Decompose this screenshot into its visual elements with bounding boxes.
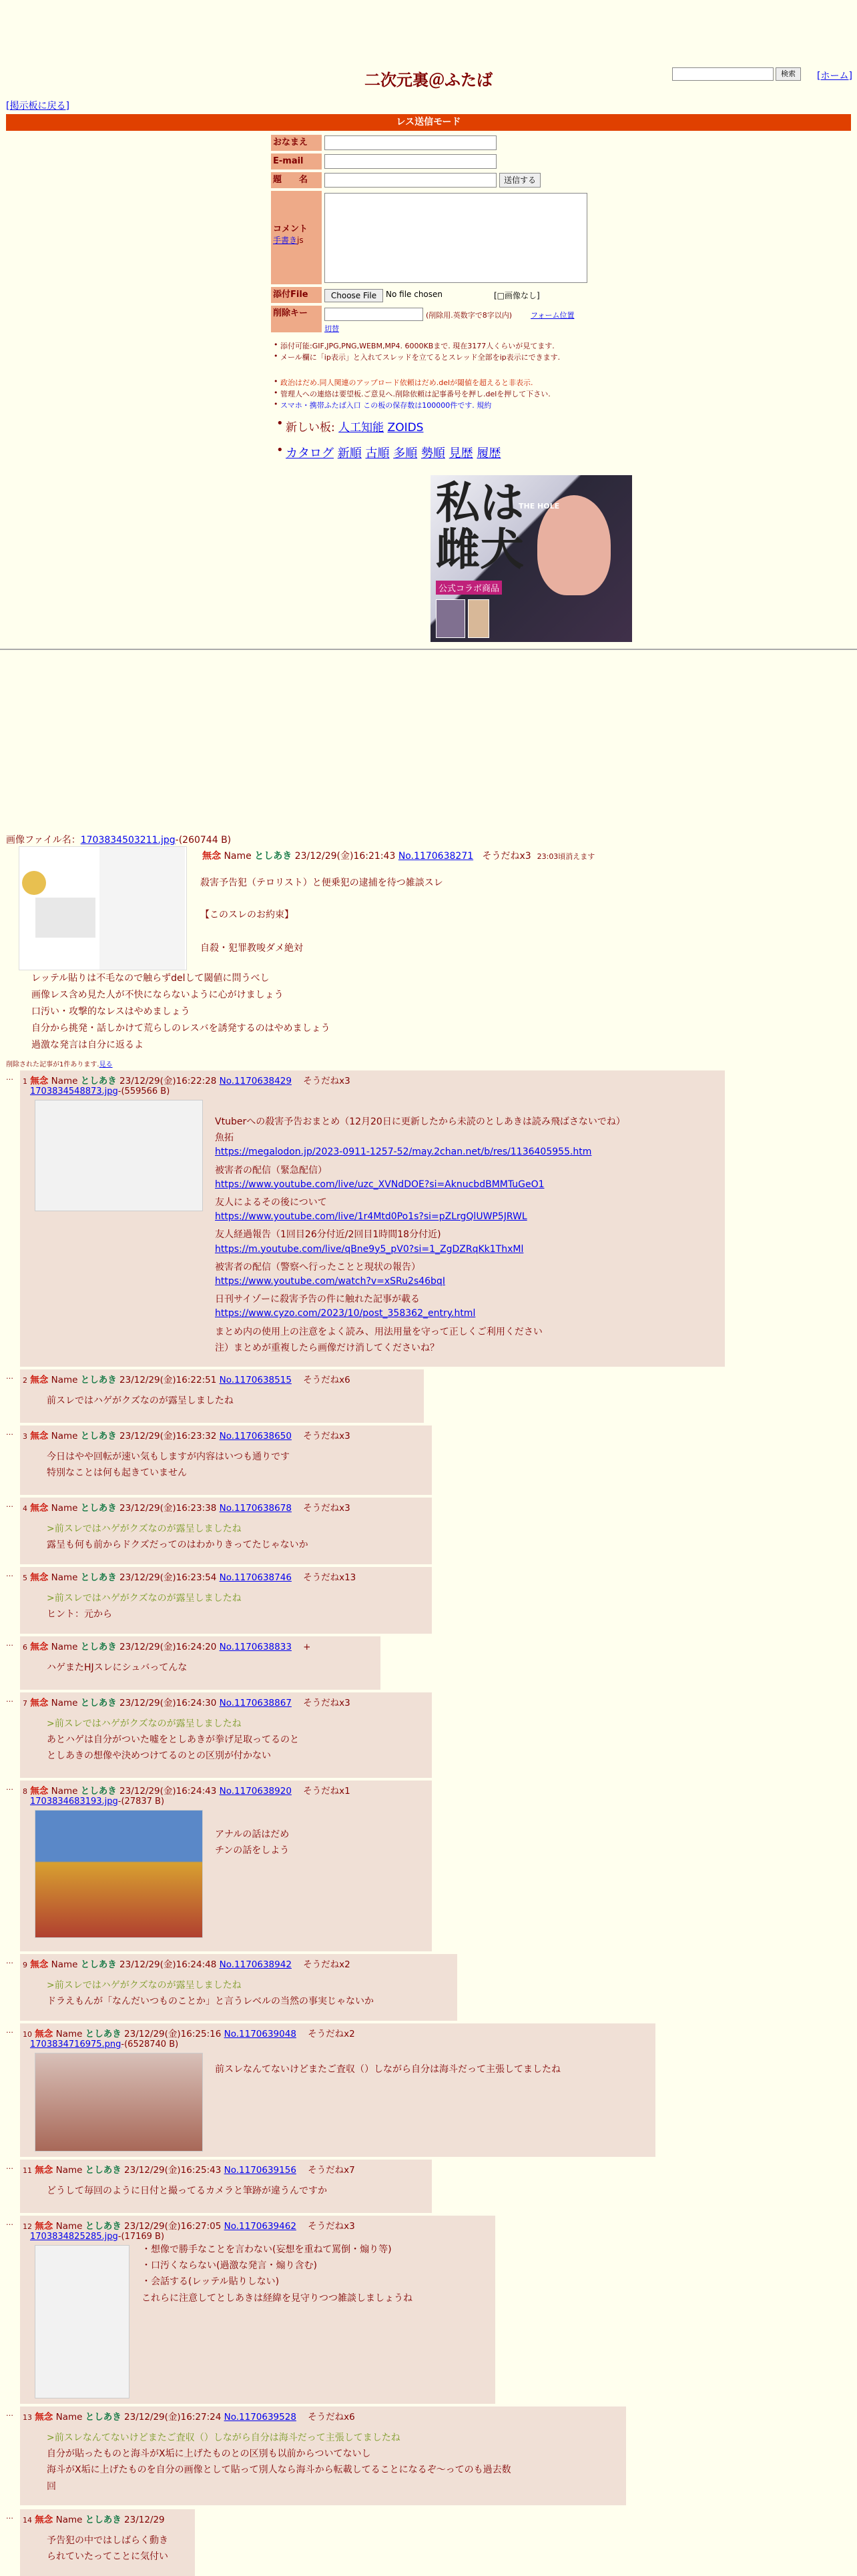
- reply-dots: …: [6, 1428, 13, 1437]
- form-label-delkey: 削除キー: [271, 306, 322, 332]
- op-file-info: [6, 833, 231, 846]
- reply-line: >前スレではハゲがクズなのが露呈しましたね: [47, 1593, 242, 1604]
- reply-soudane[interactable]: そうだねx7: [308, 2165, 355, 2176]
- reply-dots: …: [6, 1372, 13, 1381]
- reply-date: 23/12/29(金)16:24:48: [119, 1959, 217, 1970]
- reply-soudane[interactable]: +: [303, 1642, 311, 1652]
- reply-line: 予告犯の中ではしばらく動き: [47, 2535, 168, 2546]
- reply-line: 被害者の配信（警察へ行ったことと現状の報告）: [215, 1261, 420, 1273]
- note-line: 添付可能:GIF,JPG,PNG,WEBM,MP4. 6000KBまで. 現在3177人くらいが見てます.: [280, 342, 555, 350]
- op-rule: 過激な発言は自分に返るよ: [31, 1040, 144, 1050]
- op-subject: 無念: [202, 851, 221, 862]
- reply-name: としあき: [85, 2029, 121, 2039]
- reply-index: 14: [23, 2516, 32, 2525]
- form-label-subject: 題 名: [271, 172, 322, 188]
- reply-soudane[interactable]: そうだねx2: [308, 2029, 355, 2039]
- op-thumbnail[interactable]: [19, 846, 187, 970]
- reply-post: [20, 1498, 432, 1564]
- reply-subject: 無念: [30, 1786, 49, 1797]
- reply-post: [20, 1636, 380, 1690]
- reply-subject: 無念: [30, 1431, 49, 1441]
- reply-name: としあき: [80, 1698, 117, 1708]
- reply-name-label: Name: [51, 1572, 78, 1583]
- reply-index: 1: [23, 1077, 27, 1086]
- new-board-label: 新しい板:: [286, 421, 335, 434]
- reply-line: ・会話する(レッテル貼りしない): [141, 2276, 280, 2288]
- reply-line: 前スレなんてないけどまたご査収（）しながら自分は海斗だって主張してましたね: [215, 2064, 561, 2075]
- op-line: 殺害予告犯（テロリスト）と便乗犯の逮捕を待つ雑談スレ: [200, 878, 443, 888]
- reply-dots: …: [6, 2409, 13, 2418]
- reply-link[interactable]: https://www.youtube.com/watch?v=xSRu2s46bqI: [215, 1276, 445, 1287]
- reply-line: >前スレではハゲがクズなのが露呈しましたね: [47, 1524, 242, 1534]
- reply-dots: …: [6, 2218, 13, 2227]
- reply-post: [20, 1781, 432, 1951]
- reply-file-link[interactable]: 1703834825285.jpg: [30, 2232, 118, 2242]
- reply-post: [20, 1692, 432, 1778]
- op-name: としあき: [254, 851, 292, 862]
- reply-file-size: -(559566 B): [117, 1086, 170, 1096]
- op-thumb-emoji: [22, 871, 46, 895]
- reply-post: [20, 1070, 725, 1367]
- bullet: •: [276, 443, 284, 457]
- reply-subject: 無念: [35, 2029, 53, 2039]
- ad-banner[interactable]: [431, 475, 632, 642]
- reply-header: [23, 1957, 350, 1970]
- note-line: メール欄に「ip表示」と入れてスレッドを立てるとスレッド全部をip表示にできます.: [280, 353, 561, 362]
- reply-header: [23, 1783, 350, 1797]
- reply-name: としあき: [85, 2515, 121, 2525]
- ad-headline-1: 私は: [436, 476, 524, 529]
- reply-date: 23/12/29(金)16:24:20: [119, 1642, 217, 1652]
- form-label-name: おなまえ: [271, 135, 322, 151]
- op-thumb-text: [35, 898, 95, 938]
- catalog-nav: [286, 444, 501, 461]
- deleted-note-text: 削除された記事が1件あります.: [6, 1061, 99, 1068]
- reply-soudane[interactable]: そうだねx6: [308, 2412, 355, 2423]
- reply-name-label: Name: [51, 1786, 78, 1797]
- reply-line: >前スレではハゲがクズなのが露呈しましたね: [47, 1718, 242, 1729]
- choose-file-button[interactable]: Choose File: [324, 289, 383, 302]
- reply-line: 回: [47, 2481, 56, 2492]
- reply-name: としあき: [80, 1572, 117, 1583]
- reply-name: としあき: [80, 1375, 117, 1385]
- reply-date: 23/12/29(金)16:22:51: [119, 1375, 217, 1385]
- reply-name-label: Name: [55, 2029, 83, 2039]
- nav-most[interactable]: 多順: [393, 446, 418, 460]
- bullet: •: [274, 340, 278, 349]
- op-header: [202, 849, 595, 862]
- ad-headline-2: 雌犬: [436, 523, 524, 575]
- back-to-board-link[interactable]: [掲示板に戻る]: [6, 101, 69, 111]
- reply-name: としあき: [85, 2165, 121, 2176]
- reply-file-link[interactable]: 1703834548873.jpg: [30, 1086, 118, 1096]
- deleted-note: [6, 1058, 113, 1068]
- reply-number[interactable]: No.1170638429: [219, 1076, 292, 1086]
- reply-index: 3: [23, 1432, 27, 1441]
- delkey-note: (削除用.英数字で8字以内): [426, 311, 513, 320]
- reply-name-label: Name: [55, 2412, 83, 2423]
- divider: [0, 649, 857, 650]
- reply-thumbnail[interactable]: [35, 1100, 203, 1211]
- reply-number[interactable]: No.1170638833: [219, 1642, 292, 1652]
- reply-soudane[interactable]: そうだねx2: [303, 1959, 350, 1970]
- reply-date: 23/12/29(金)16:22:28: [119, 1076, 217, 1086]
- reply-line: Vtuberへの殺害予告おまとめ（12月20日に更新したから未読のとしあきは読み飛ばさないでね）: [215, 1116, 625, 1127]
- reply-post: [20, 2160, 432, 2213]
- search-input[interactable]: [672, 67, 774, 81]
- reply-mode-bar: レス送信モード: [6, 114, 851, 131]
- bullet: •: [274, 388, 278, 397]
- form-label-comment: [271, 191, 322, 284]
- reply-soudane[interactable]: そうだねx6: [303, 1375, 350, 1385]
- op-expire: 23:03頃消えます: [537, 852, 595, 861]
- reply-header: [23, 1639, 310, 1652]
- note-line[interactable]: スマホ・携帯ふたば入口 この板の保存数は100000件です. 規約: [280, 401, 492, 410]
- nav-oldest[interactable]: 古順: [365, 446, 390, 460]
- switch-link[interactable]: 切替: [324, 324, 339, 333]
- handwrite-suffix: js: [297, 236, 304, 245]
- op-rule: レッテル貼りは不毛なので触らずdelして閾値に問うべし: [31, 973, 270, 984]
- reply-line: まとめ内の使用上の注意をよく読み、用法用量を守って正しくご利用ください: [215, 1326, 543, 1337]
- reply-number[interactable]: No.1170639048: [224, 2029, 296, 2039]
- reply-name-label: Name: [55, 2221, 83, 2232]
- op-line: 自殺・犯罪教唆ダメ絶対: [200, 943, 303, 954]
- reply-number[interactable]: No.1170639462: [224, 2221, 296, 2232]
- new-board-row: [286, 418, 423, 434]
- reply-name: としあき: [80, 1959, 117, 1970]
- reply-line: 被害者の配信（緊急配信）: [215, 1165, 327, 1176]
- reply-number[interactable]: No.1170639156: [224, 2165, 296, 2176]
- reply-name-label: Name: [51, 1959, 78, 1970]
- reply-name: としあき: [85, 2221, 121, 2232]
- reply-file-info: [30, 2039, 178, 2049]
- reply-name-label: Name: [51, 1375, 78, 1385]
- reply-soudane[interactable]: そうだねx3: [303, 1698, 350, 1708]
- reply-name: としあき: [80, 1503, 117, 1514]
- reply-post: [20, 1567, 432, 1634]
- reply-line: 露呈も何も前からドクズだってのはわかりきってたじゃないか: [47, 1540, 308, 1551]
- reply-header: [23, 2026, 355, 2039]
- op-file-label: 画像ファイル名：: [6, 835, 81, 846]
- reply-name-label: Name: [55, 2165, 83, 2176]
- reply-thumbnail[interactable]: [35, 1810, 203, 1938]
- reply-file-info: [30, 1797, 164, 1807]
- reply-name-label: Name: [51, 1642, 78, 1652]
- reply-header: [23, 1428, 350, 1441]
- reply-line: これらに注意してとしあきは経緯を見守りつつ雑談しましょうね: [141, 2292, 412, 2304]
- nav-viewed[interactable]: 見歴: [449, 446, 473, 460]
- reply-subject: 無念: [30, 1076, 49, 1086]
- reply-line: 魚拓: [215, 1133, 234, 1144]
- reply-name-label: Name: [51, 1076, 78, 1086]
- reply-post: [20, 1369, 424, 1423]
- note-line: 政治はだめ.同人関連のアップロード依頼はだめ.delが閾値を超えると非表示.: [280, 378, 533, 387]
- reply-name: としあき: [80, 1431, 117, 1441]
- reply-index: 4: [23, 1504, 27, 1513]
- reply-subject: 無念: [35, 2165, 53, 2176]
- reply-header: [23, 2218, 355, 2232]
- form-label-email: E-mail: [271, 153, 322, 170]
- reply-name-label: Name: [51, 1503, 78, 1514]
- reply-line: ・想像で勝手なことを言わない(妄想を重ねて罵倒・煽り等): [141, 2244, 392, 2255]
- reply-line: 友人によるその後について: [215, 1197, 327, 1208]
- reply-soudane[interactable]: そうだねx3: [303, 1503, 350, 1514]
- page-title: 二次元裏＠ふたば: [364, 71, 493, 89]
- reply-number[interactable]: No.1170638920: [219, 1786, 292, 1797]
- new-board-link-zoids[interactable]: ZOIDS: [387, 421, 424, 434]
- reply-name: としあき: [80, 1076, 117, 1086]
- op-file-link[interactable]: 1703834503211.jpg: [80, 835, 176, 846]
- reply-line: どうして毎回のように日付と撮ってるカメラと筆跡が違うんですか: [47, 2186, 327, 2196]
- reply-subject: 無念: [35, 2515, 53, 2525]
- reply-header: [23, 1073, 350, 1086]
- reply-link[interactable]: https://www.youtube.com/live/1r4Mtd0Po1s?si=pZLrgQlUWP5JRWL: [215, 1211, 527, 1223]
- reply-line: 自分が貼ったものと海斗がX垢に上げたものとの区別も以前からついてないし: [47, 2449, 371, 2460]
- reply-date: 23/12/29(金)16:25:16: [124, 2029, 222, 2039]
- reply-index: 11: [23, 2166, 32, 2175]
- reply-index: 12: [23, 2222, 32, 2231]
- bullet: •: [274, 400, 278, 408]
- email-field[interactable]: [324, 154, 497, 169]
- reply-link[interactable]: https://www.youtube.com/live/uzc_XVNdDOE?si=AknucbdBMMTuGeO1: [215, 1179, 545, 1190]
- reply-header: [23, 1695, 350, 1708]
- reply-line: ヒント：元から: [47, 1609, 112, 1620]
- reply-soudane[interactable]: そうだねx3: [308, 2221, 355, 2232]
- reply-header: [23, 2409, 355, 2423]
- reply-soudane[interactable]: そうだねx1: [303, 1786, 350, 1797]
- reply-index: 7: [23, 1699, 27, 1708]
- name-field[interactable]: [324, 135, 497, 150]
- reply-name: としあき: [85, 2412, 121, 2423]
- form-position-link[interactable]: フォーム位置: [531, 311, 575, 320]
- reply-post: [20, 2023, 655, 2157]
- reply-subject: 無念: [30, 1503, 49, 1514]
- reply-index: 5: [23, 1574, 27, 1582]
- reply-post: [20, 2509, 195, 2576]
- reply-dots: …: [6, 2162, 13, 2171]
- reply-line: ・口汚くならない(過激な発言・煽り含む): [141, 2260, 317, 2272]
- reply-dots: …: [6, 1500, 13, 1509]
- delete-key-field[interactable]: [324, 308, 423, 321]
- reply-link[interactable]: https://m.youtube.com/live/qBne9y5_pV0?si=1_ZgDZRqKk1ThxMl: [215, 1243, 524, 1255]
- reply-header: [23, 2162, 355, 2176]
- op-rule: 口汚い・攻撃的なレスはやめましょう: [31, 1006, 190, 1017]
- nav-catalog[interactable]: カタログ: [286, 446, 334, 460]
- reply-thumbnail[interactable]: [35, 2245, 129, 2398]
- reply-link[interactable]: https://megalodon.jp/2023-0911-1257-52/may.2chan.net/b/res/1136405955.htm: [215, 1147, 592, 1158]
- reply-name-label: Name: [55, 2515, 83, 2525]
- home-link[interactable]: [ホーム]: [817, 71, 852, 81]
- reply-index: 10: [23, 2030, 32, 2039]
- nav-history[interactable]: 履歴: [477, 446, 501, 460]
- op-file-size: -(260744 B): [175, 835, 232, 846]
- reply-file-size: -(6528740 B): [121, 2039, 179, 2049]
- reply-line: チンの話をしよう: [215, 1845, 290, 1857]
- reply-post: [20, 1954, 457, 2021]
- reply-link[interactable]: https://www.cyzo.com/2023/10/post_358362_entry.html: [215, 1308, 476, 1319]
- reply-dots: …: [6, 1639, 13, 1648]
- reply-soudane[interactable]: そうだねx13: [303, 1572, 356, 1583]
- comment-label: コメント: [273, 224, 308, 234]
- reply-date: 23/12/29(金)16:23:32: [119, 1431, 217, 1441]
- reply-dots: …: [6, 1957, 13, 1965]
- reply-dots: …: [6, 1695, 13, 1704]
- deleted-show-link[interactable]: 見る: [99, 1061, 113, 1068]
- op-rule: 自分から挑発・話しかけて荒らしのレスバを誘発するのはやめましょう: [31, 1023, 330, 1034]
- reply-number[interactable]: No.1170639528: [224, 2412, 296, 2423]
- reply-thumbnail[interactable]: [35, 2053, 203, 2152]
- reply-post: [20, 2406, 626, 2505]
- reply-subject: 無念: [30, 1572, 49, 1583]
- reply-header: [23, 1372, 350, 1385]
- reply-index: 9: [23, 1961, 27, 1969]
- reply-line: ハゲまたHJスレにシュバってんな: [47, 1662, 188, 1673]
- reply-number[interactable]: No.1170638867: [219, 1698, 292, 1708]
- note-line: 管理人への連絡は要望板.ご意見へ.削除依頼は記事番号を押し.delを押して下さい.: [280, 390, 551, 398]
- bullet: •: [276, 416, 284, 430]
- reply-number[interactable]: No.1170638942: [219, 1959, 292, 1970]
- reply-number[interactable]: No.1170638650: [219, 1431, 292, 1441]
- reply-line: られていたってことに気付い: [47, 2551, 168, 2563]
- bullet: •: [274, 377, 278, 386]
- nav-newest[interactable]: 新順: [337, 446, 362, 460]
- bullet: •: [274, 352, 278, 360]
- reply-line: 前スレではハゲがクズなのが露呈しましたね: [47, 1395, 234, 1406]
- handwrite-link[interactable]: 手書き: [273, 236, 298, 245]
- reply-dots: …: [6, 2026, 13, 2035]
- reply-number[interactable]: No.1170638678: [219, 1503, 292, 1514]
- reply-dots: …: [6, 1570, 13, 1578]
- reply-index: 6: [23, 1643, 27, 1652]
- reply-file-link[interactable]: 1703834716975.png: [30, 2039, 121, 2049]
- reply-subject: 無念: [30, 1698, 49, 1708]
- reply-subject: 無念: [30, 1375, 49, 1385]
- reply-line: 日刊サイゾーに殺害予告の件に触れた記事が載る: [215, 1294, 420, 1305]
- reply-dots: …: [6, 1783, 13, 1792]
- reply-date: 23/12/29(金)16:24:43: [119, 1786, 217, 1797]
- reply-line: >前スレではハゲがクズなのが露呈しましたね: [47, 1980, 242, 1991]
- reply-number[interactable]: No.1170638515: [219, 1375, 292, 1385]
- ad-product-image: [468, 599, 489, 638]
- ad-product-image: [436, 599, 465, 638]
- op-name-label: Name: [224, 851, 252, 862]
- new-board-link-ai[interactable]: 人工知能: [338, 421, 384, 434]
- comment-textarea[interactable]: [324, 193, 587, 283]
- reply-header: [23, 2512, 176, 2525]
- reply-dots: …: [6, 1073, 13, 1082]
- reply-line: 今日はやや回転が速い気もしますが内容はいつも通りです: [47, 1452, 290, 1462]
- form-label-file: 添付File: [271, 287, 322, 303]
- reply-subject: 無念: [35, 2412, 53, 2423]
- reply-file-link[interactable]: 1703834683193.jpg: [30, 1797, 118, 1807]
- reply-line: 友人経過報告（1回目26分付近/2回目1時間18分付近): [215, 1229, 441, 1241]
- reply-header: [23, 1570, 356, 1583]
- op-rule: 画像レス含め見た人が不快にならないように心がけましょう: [31, 990, 284, 1000]
- reply-post: [20, 2216, 495, 2404]
- reply-date: 23/12/29(金)16:25:43: [124, 2165, 222, 2176]
- reply-line: アナルの話はだめ: [215, 1829, 290, 1840]
- reply-line: 特別なことは何も起きていません: [47, 1468, 187, 1479]
- reply-name: としあき: [80, 1786, 117, 1797]
- reply-line: 注）まとめが重複したら画像だけ消してくださいね？: [215, 1342, 439, 1353]
- reply-subject: 無念: [35, 2221, 53, 2232]
- reply-index: 2: [23, 1376, 27, 1385]
- reply-date: 23/12/29(金)16:23:38: [119, 1503, 217, 1514]
- op-soudane[interactable]: そうだねx3: [482, 851, 531, 862]
- reply-line: 海斗がX垢に上げたものを自分の画像として貼って別人なら海斗から転載してることになるぞ～ってのも過去数: [47, 2465, 511, 2476]
- op-date: 23/12/29(金)16:21:43: [294, 851, 396, 862]
- reply-index: 8: [23, 1787, 27, 1796]
- reply-number[interactable]: No.1170638746: [219, 1572, 292, 1583]
- reply-date: 23/12/29(金)16:24:30: [119, 1698, 217, 1708]
- reply-dots: …: [6, 2512, 13, 2521]
- op-number[interactable]: No.1170638271: [398, 851, 474, 862]
- reply-line: としあきの想像や決めつけてるのとの区別が付かない: [47, 1750, 271, 1762]
- op-line: 【このスレのお約束】: [200, 910, 294, 920]
- reply-soudane[interactable]: そうだねx3: [303, 1076, 350, 1086]
- nav-momentum[interactable]: 勢順: [420, 446, 445, 460]
- reply-name: としあき: [80, 1642, 117, 1652]
- image-none-checkbox[interactable]: [□画像なし]: [494, 291, 540, 300]
- reply-file-info: [30, 2232, 164, 2242]
- op-thumb-screenshot: [99, 847, 185, 970]
- subject-field[interactable]: [324, 173, 497, 188]
- ad-brand: THE HOLE: [519, 502, 560, 511]
- reply-line: >前スレなんてないけどまたご査収（）しながら自分は海斗だって主張してましたね: [47, 2433, 400, 2443]
- reply-date: 23/12/29(金)16:23:54: [119, 1572, 217, 1583]
- reply-file-info: [30, 1086, 170, 1096]
- reply-file-size: -(27837 B): [117, 1797, 165, 1807]
- reply-name-label: Name: [51, 1698, 78, 1708]
- reply-date: 23/12/29: [124, 2515, 165, 2525]
- search-button[interactable]: 検索: [776, 67, 801, 81]
- no-file-label: No file chosen: [386, 290, 443, 299]
- reply-post: [20, 1425, 432, 1495]
- reply-date: 23/12/29(金)16:27:24: [124, 2412, 222, 2423]
- reply-index: 13: [23, 2413, 32, 2422]
- reply-subject: 無念: [30, 1642, 49, 1652]
- reply-header: [23, 1500, 350, 1514]
- reply-line: あとハゲは自分がついた嘘をとしあきが拳げ足取ってるのと: [47, 1734, 299, 1746]
- reply-date: 23/12/29(金)16:27:05: [124, 2221, 222, 2232]
- ad-tag: 公式コラボ商品: [436, 581, 502, 595]
- reply-file-size: -(17169 B): [117, 2232, 165, 2242]
- reply-name-label: Name: [51, 1431, 78, 1441]
- reply-soudane[interactable]: そうだねx3: [303, 1431, 350, 1441]
- reply-subject: 無念: [30, 1959, 49, 1970]
- submit-button[interactable]: 送信する: [499, 173, 541, 188]
- reply-line: ドラえもんが「なんだいつものことか」と言うレベルの当然の事実じゃないか: [47, 1996, 374, 2007]
